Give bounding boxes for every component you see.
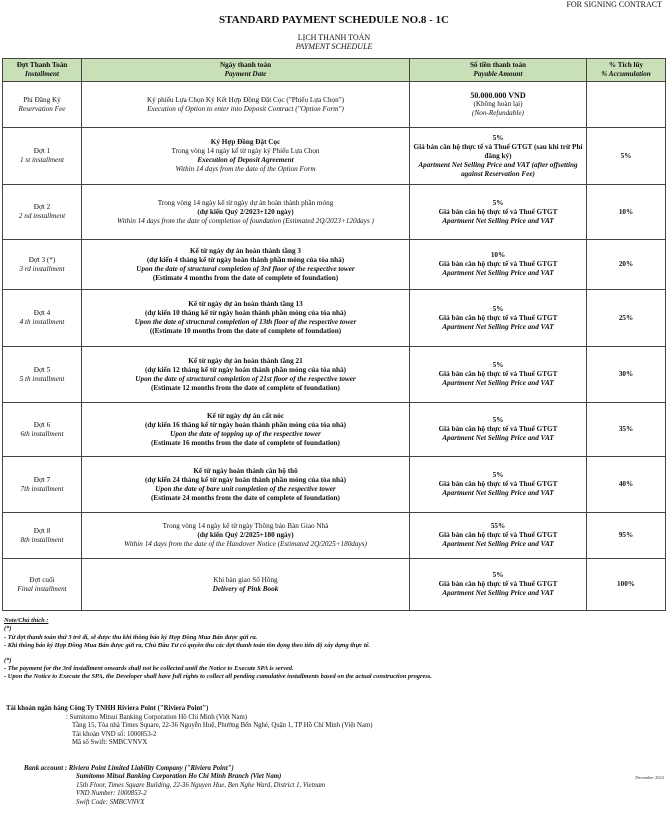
table-row [3,82,666,128]
installment-cell: Đợt 1 1 st installment [3,128,82,185]
table-row [3,347,666,403]
bank-name-vn: : Sumitomo Mitsui Banking Corporation Hồ Chí Minh (Việt Nam) [66,713,248,721]
note-en-2: - Upon the Notice to Execute the SPA, the Developer shall have full rights to collect all pending cumulative installments based on the actual construction progress. [4,673,432,681]
payment-date-cell: Trong vòng 14 ngày kể từ ngày dự án hoàn thành phần móng (dự kiến Quý 2/2023+120 ngày) Within 14 days from the date of completion of foundation (Estimated 2Q/2023+120days ) [82,185,410,240]
amount-cell: 5% Giá bán căn hộ thực tế và Thuế GTGT Apartment Net Selling Price and VAT [410,457,587,513]
installment-cell: Đợt 6 6th installment [3,403,82,457]
note-vn-2: - Khi thông báo ký Hợp Đồng Mua Bán được gửi ra, Chủ Đầu Tư có quyền thu các đợt thanh toán tồn đọng theo tiến độ xây dựng thực tế. [4,642,371,650]
installment-cell: Đợt 3 (*) 3 rd installment [3,240,82,290]
notes-marker: (*) [4,625,12,633]
payment-date-cell: Kể từ ngày dự án cất nóc (dự kiến 16 tháng kể từ ngày hoàn thành phần móng của tòa nhà) Upon the date of topping up of the respective tower (Estimate 16 months from the date of complete of foundation) [82,403,410,457]
table-row [3,403,666,457]
accumulation-cell: 5% [587,128,666,185]
bank-label-en: Bank account : Riviera Point Limited Liability Company ("Riviera Point") [24,765,234,772]
payment-date-cell: Trong vòng 14 ngày kể từ ngày Thông báo Bàn Giao Nhà (dự kiến Quý 2/2025+180 ngày) Within 14 days from the date of the Handover Notice (Estimated 2Q/2025+180days) [82,513,410,559]
installment-cell: Phí Đăng Ký Reservation Fee [3,82,82,128]
installment-cell: Đợt 7 7th installment [3,457,82,513]
header-installment: Đợt Thanh Toán Installment [3,59,82,82]
accumulation-cell: 100% [587,559,666,611]
table-row [3,513,666,559]
accumulation-cell: 20% [587,240,666,290]
table-row [3,185,666,240]
payment-date-cell: Kể từ ngày dự án hoàn thành tầng 3 (dự kiến 4 tháng kể từ ngày hoàn thành phần móng của tòa nhà) Upon the date of structural completion of 3rd floor of the respective tower (Estimate 4 months from the date of complete of foundation) [82,240,410,290]
bank-account-vn [6,705,656,748]
amount-cell: 5% Giá bán căn hộ thực tế và Thuế GTGT (sau khi trừ Phí đăng ký) Apartment Net Selling Price and VAT (after offsetting against Reservation Fee) [410,128,587,185]
notes-heading: Note/Chú thích : [4,617,49,624]
payment-date-cell: Kể từ ngày dự án hoàn thành tầng 21 (dự kiến 12 tháng kể từ ngày hoàn thành phần móng của tòa nhà) Upon the date of structural completion of 21st floor of the respective tower (Estimate 12 months from the date of complete of foundation) [82,347,410,403]
payment-schedule-table [2,58,666,611]
bank-swift-en: Swift Code: SMBCVNVX [76,798,145,806]
version-mark: December 2022 [635,775,664,780]
bank-account-en [24,765,644,807]
amount-cell: 5% Giá bán căn hộ thực tế và Thuế GTGT Apartment Net Selling Price and VAT [410,347,587,403]
table-row [3,240,666,290]
notes-section [4,617,664,682]
installment-cell: Đợt 4 4 th installment [3,290,82,347]
header-accumulation: % Tích lũy % Accumulation [587,59,666,82]
table-row [3,128,666,185]
page-subtitle [0,33,668,51]
page-title: STANDARD PAYMENT SCHEDULE NO.8 - 1C [218,14,449,26]
payment-date-cell: Ký phiếu Lựa Chọn Ký Kết Hợp Đồng Đặt Cọc ("Phiếu Lựa Chọn") Execution of Option to enter into Deposit Contract ("Option Form") [82,82,410,128]
payment-date-cell: Kể từ ngày hoàn thành căn hộ thô (dự kiến 24 tháng kể từ ngày hoàn thành phần móng của tòa nhà) Upon the date of bare unit completion of the respective tower (Estimate 24 months from the date of complete of foundation) [82,457,410,513]
bank-account-number-vn: Tài khoản VND số: 1000853-2 [72,730,157,738]
installment-cell: Đợt 2 2 nd installment [3,185,82,240]
amount-cell: 5% Giá bán căn hộ thực tế và Thuế GTGT Apartment Net Selling Price and VAT [410,559,587,611]
payment-date-cell: Kể từ ngày dự án hoàn thành tầng 13 (dự kiến 10 tháng kể từ ngày hoàn thành phần móng của tòa nhà) Upon the date of structural completion of 13th floor of the respective tower ((Estimate 10 months from the date of complete of foundation) [82,290,410,347]
table-header-row [3,59,666,82]
installment-cell: Đợt cuối Final installment [3,559,82,611]
installment-cell: Đợt 5 5 th installment [3,347,82,403]
accumulation-cell: 95% [587,513,666,559]
payment-date-cell: Khi bàn giao Sổ Hồng Delivery of Pink Book [82,559,410,611]
table-row [3,457,666,513]
header-payment-date: Ngày thanh toán Payment Date [82,59,410,82]
payment-date-cell: Ký Hợp Đồng Đặt Cọc Trong vòng 14 ngày kể từ ngày ký Phiếu Lựa Chọn Execution of Deposit Agreement Within 14 days from the date of the Option Form [82,128,410,185]
accumulation-cell [587,82,666,128]
bank-swift-vn: Mã số Swift: SMBCVNVX [72,739,148,747]
header-payable-amount: Số tiền thanh toán Payable Amount [410,59,587,82]
accumulation-cell: 30% [587,347,666,403]
amount-cell: 5% Giá bán căn hộ thực tế và Thuế GTGT Apartment Net Selling Price and VAT [410,185,587,240]
bank-address-en: 15th Floor, Times Square Building, 22-36 Nguyen Hue, Ben Nghe Ward, District 1, Vietnam [76,781,326,789]
subtitle-vn: LỊCH THANH TOÁN [297,33,371,42]
amount-cell: 5% Giá bán căn hộ thực tế và Thuế GTGT Apartment Net Selling Price and VAT [410,403,587,457]
notes-marker: (*) [4,656,12,664]
accumulation-cell: 25% [587,290,666,347]
signing-note: FOR SIGNING CONTRACT [566,0,662,9]
amount-cell: 5% Giá bán căn hộ thực tế và Thuế GTGT Apartment Net Selling Price and VAT [410,290,587,347]
amount-cell: 10% Giá bán căn hộ thực tế và Thuế GTGT Apartment Net Selling Price and VAT [410,240,587,290]
note-vn-1: - Từ đợt thanh toán thứ 3 trở đi, sẽ được thu khi thông báo ký Hợp Đồng Mua Bán được gửi ra. [4,633,258,641]
amount-cell: 50.000.000 VND (Không hoàn lại) (Non-Refundable) [410,82,587,128]
amount-cell: 55% Giá bán căn hộ thực tế và Thuế GTGT Apartment Net Selling Price and VAT [410,513,587,559]
table-row [3,559,666,611]
accumulation-cell: 10% [587,185,666,240]
table-row [3,290,666,347]
bank-address-vn: Tầng 15, Tòa nhà Times Square, 22-36 Nguyễn Huệ, Phường Bến Nghé, Quận 1, TP Hồ Chí Minh (Việt Nam) [72,722,373,730]
note-en-1: - The payment for the 3rd installment onwards shall not be collected until the Notice to Execute SPA is served. [4,665,294,673]
bank-account-number-en: VND Number: 1000853-2 [76,790,147,798]
bank-label-vn: Tài khoản ngân hàng Công Ty TNHH Riviera Point ("Riviera Point") [6,705,209,712]
bank-name-en: Sumitomo Mitsui Banking Corporation Ho Chi Minh Branch (Viet Nam) [76,773,282,781]
installment-cell: Đợt 8 8th installment [3,513,82,559]
subtitle-en: PAYMENT SCHEDULE [295,42,373,51]
accumulation-cell: 40% [587,457,666,513]
accumulation-cell: 35% [587,403,666,457]
